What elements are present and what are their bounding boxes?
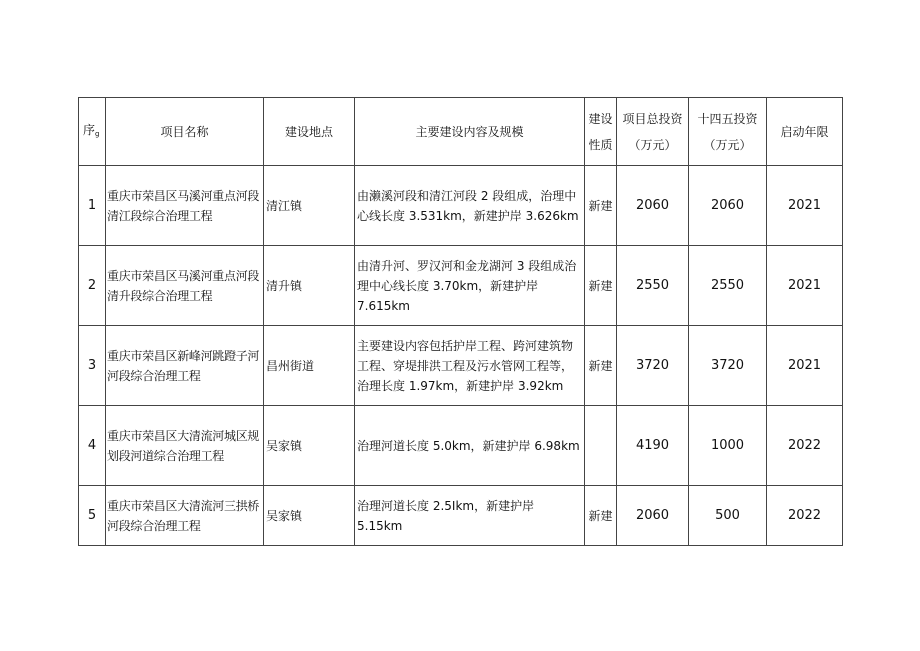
header-seq [79, 98, 106, 166]
table-row [79, 246, 843, 326]
cell-year: 2022 [767, 486, 843, 546]
header-seq-label: 序 [83, 122, 96, 137]
cell-seq: 3 [79, 326, 106, 406]
header-total [617, 98, 689, 166]
header-row [79, 98, 843, 166]
cell-name: 重庆市荣昌区马溪河重点河段清江段综合治理工程 [106, 166, 264, 246]
cell-location: 吴家镇 [264, 406, 355, 486]
cell-total: 2060 [617, 166, 689, 246]
cell-seq: 2 [79, 246, 106, 326]
table-row [79, 166, 843, 246]
cell-year: 2021 [767, 326, 843, 406]
cell-content: 由清升河、罗汉河和金龙湖河 3 段组成治理中心线长度 3.70km，新建护岸 7.615km [355, 246, 585, 326]
header-nature-line1: 建设 [588, 111, 613, 126]
header-year: 启动年限 [767, 98, 843, 166]
header-content: 主要建设内容及规模 [355, 98, 585, 166]
cell-name: 重庆市荣昌区新峰河跳蹬子河河段综合治理工程 [106, 326, 264, 406]
cell-name: 重庆市荣昌区大清流河城区规划段河道综合治理工程 [106, 406, 264, 486]
cell-year: 2021 [767, 246, 843, 326]
cell-seq: 1 [79, 166, 106, 246]
cell-nature: 新建 [585, 166, 617, 246]
cell-plan: 2550 [689, 246, 767, 326]
cell-plan: 3720 [689, 326, 767, 406]
cell-name: 重庆市荣昌区大清流河三拱桥河段综合治理工程 [106, 486, 264, 546]
cell-content: 治理河道长度 2.5Ikm，新建护岸 5.15km [355, 486, 585, 546]
header-plan-line1: 十四五投资 [697, 111, 758, 126]
cell-total: 2550 [617, 246, 689, 326]
cell-content: 由濑溪河段和清江河段 2 段组成，治理中心线长度 3.531km，新建护岸 3.626km [355, 166, 585, 246]
cell-nature: 新建 [585, 246, 617, 326]
cell-year: 2021 [767, 166, 843, 246]
header-total-line1: 项目总投资 [622, 111, 683, 126]
cell-plan: 1000 [689, 406, 767, 486]
header-seq-mark: g [95, 129, 100, 138]
cell-location: 清江镇 [264, 166, 355, 246]
header-plan-line2: （万元） [703, 137, 752, 152]
cell-plan: 500 [689, 486, 767, 546]
cell-total: 2060 [617, 486, 689, 546]
cell-nature [585, 406, 617, 486]
header-location: 建设地点 [264, 98, 355, 166]
header-nature-line2: 性质 [588, 137, 613, 152]
cell-nature: 新建 [585, 486, 617, 546]
cell-seq: 5 [79, 486, 106, 546]
cell-content: 主要建设内容包括护岸工程、跨河建筑物工程、穿堤排洪工程及污水管网工程等，治理长度 1.97km，新建护岸 3.92km [355, 326, 585, 406]
table-row [79, 486, 843, 546]
cell-location: 清升镇 [264, 246, 355, 326]
header-plan [689, 98, 767, 166]
cell-total: 4190 [617, 406, 689, 486]
table-row [79, 326, 843, 406]
project-table [78, 97, 843, 546]
cell-seq: 4 [79, 406, 106, 486]
cell-plan: 2060 [689, 166, 767, 246]
header-name: 项目名称 [106, 98, 264, 166]
cell-total: 3720 [617, 326, 689, 406]
cell-year: 2022 [767, 406, 843, 486]
header-nature [585, 98, 617, 166]
cell-location: 吴家镇 [264, 486, 355, 546]
cell-name: 重庆市荣昌区马溪河重点河段清升段综合治理工程 [106, 246, 264, 326]
table-row [79, 406, 843, 486]
cell-content: 治理河道长度 5.0km，新建护岸 6.98km [355, 406, 585, 486]
header-total-line2: （万元） [628, 137, 677, 152]
cell-nature: 新建 [585, 326, 617, 406]
cell-location: 昌州街道 [264, 326, 355, 406]
